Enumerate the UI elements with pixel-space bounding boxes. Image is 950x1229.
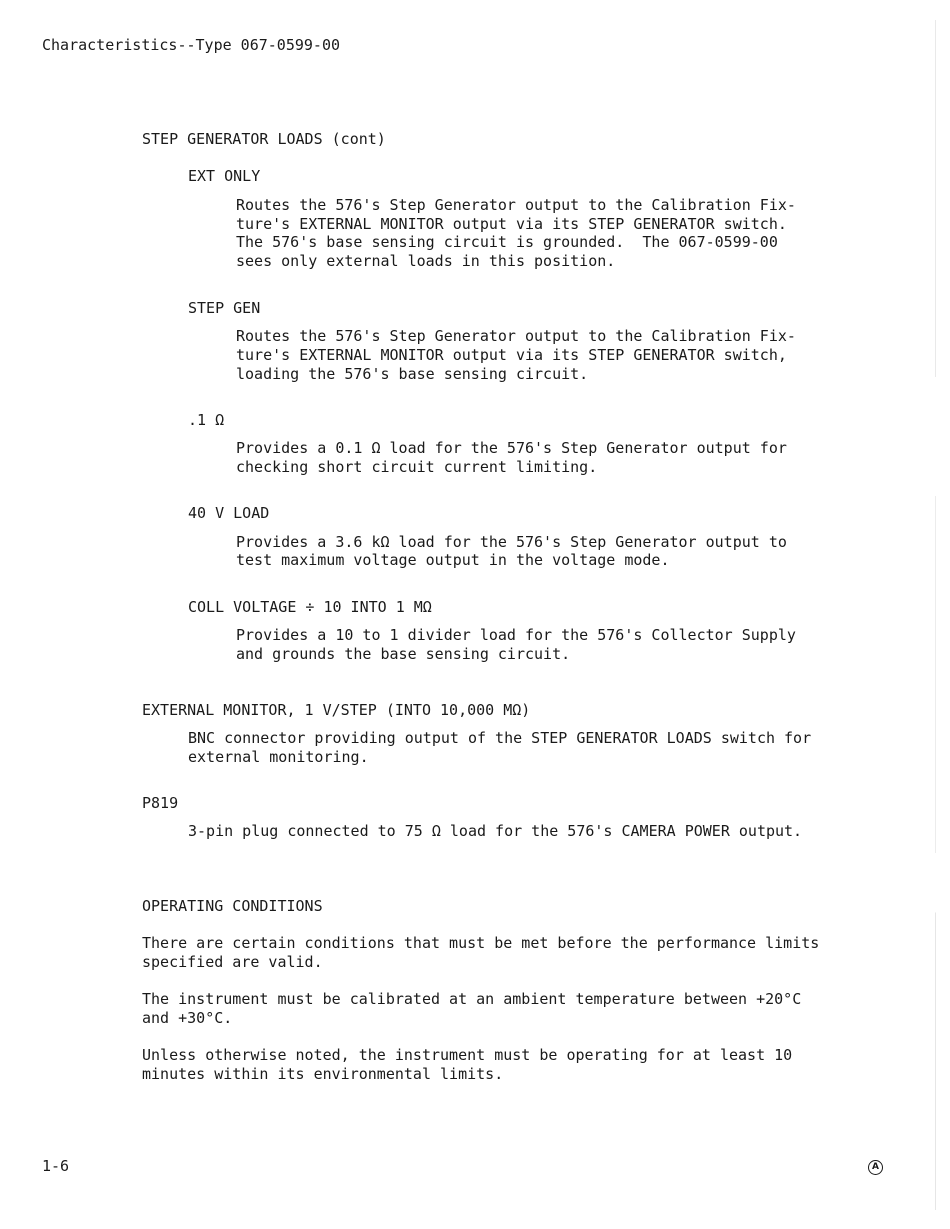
ext-only-line: Routes the 576's Step Generator output to the Calibration Fix- — [236, 196, 796, 214]
coll-voltage-label: COLL VOLTAGE ÷ 10 INTO 1 MΩ — [188, 598, 432, 616]
point-one-ohm-line: checking short circuit current limiting. — [236, 458, 598, 476]
forty-v-load-line: test maximum voltage output in the voltage mode. — [236, 551, 670, 569]
operating-conditions-paragraph-1-line: specified are valid. — [142, 953, 323, 971]
forty-v-load-label: 40 V LOAD — [188, 504, 270, 522]
coll-voltage-line: and grounds the base sensing circuit. — [236, 645, 571, 663]
step-gen-line: loading the 576's base sensing circuit. — [236, 365, 589, 383]
forty-v-load-line: Provides a 3.6 kΩ load for the 576's Step Generator output to — [236, 533, 787, 551]
operating-conditions-paragraph-1-line: There are certain conditions that must be met before the performance limits — [142, 934, 820, 952]
point-one-ohm-line: Provides a 0.1 Ω load for the 576's Step Generator output for — [236, 439, 787, 457]
page-number: 1-6 — [42, 1157, 70, 1175]
p819-line: 3-pin plug connected to 75 Ω load for the 576's CAMERA POWER output. — [188, 822, 803, 840]
ext-only-line: sees only external loads in this position. — [236, 252, 616, 270]
ext-only-line: The 576's base sensing circuit is grounded. The 067-0599-00 — [236, 233, 778, 251]
operating-conditions-paragraph-2-line: The instrument must be calibrated at an ambient temperature between +20°C — [142, 990, 802, 1008]
operating-conditions-paragraph-3-line: minutes within its environmental limits. — [142, 1065, 504, 1083]
operating-conditions-paragraph-3-line: Unless otherwise noted, the instrument must be operating for at least 10 — [142, 1046, 793, 1064]
step-gen-line: ture's EXTERNAL MONITOR output via its STEP GENERATOR switch, — [236, 346, 787, 364]
section-heading-operating-conditions: OPERATING CONDITIONS — [142, 897, 323, 915]
step-gen-label: STEP GEN — [188, 299, 261, 317]
tektronix-logo-icon: A — [868, 1160, 883, 1175]
section-heading-p819: P819 — [142, 794, 179, 812]
coll-voltage-line: Provides a 10 to 1 divider load for the 576's Collector Supply — [236, 626, 796, 644]
external-monitor-line: BNC connector providing output of the STEP GENERATOR LOADS switch for — [188, 729, 812, 747]
point-one-ohm-label: .1 Ω — [188, 411, 225, 429]
section-heading-external-monitor: EXTERNAL MONITOR, 1 V/STEP (INTO 10,000 MΩ) — [142, 701, 531, 719]
external-monitor-line: external monitoring. — [188, 748, 369, 766]
ext-only-line: ture's EXTERNAL MONITOR output via its STEP GENERATOR switch. — [236, 215, 787, 233]
scan-edge-divider — [935, 20, 936, 1210]
step-gen-line: Routes the 576's Step Generator output to the Calibration Fix- — [236, 327, 796, 345]
operating-conditions-paragraph-2-line: and +30°C. — [142, 1009, 233, 1027]
section-heading-step-generator-loads: STEP GENERATOR LOADS (cont) — [142, 130, 386, 148]
page-header-title: Characteristics--Type 067-0599-00 — [42, 36, 341, 54]
ext-only-label: EXT ONLY — [188, 167, 261, 185]
